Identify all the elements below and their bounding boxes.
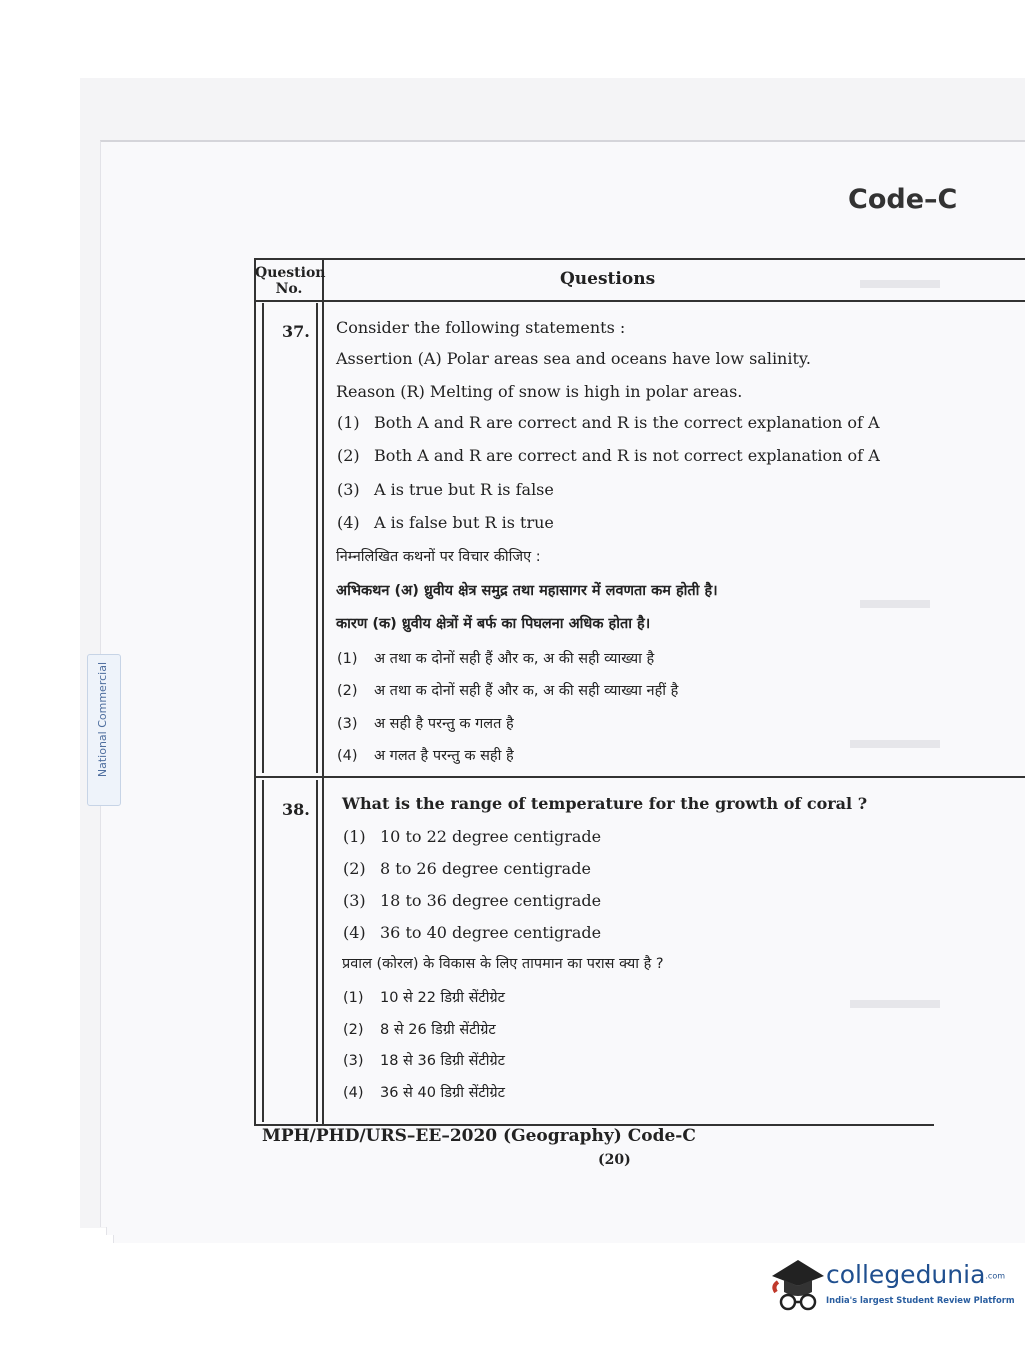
q38-option-hi-1 (343, 987, 505, 1007)
question-number-header (255, 265, 326, 297)
option-number: (1) (337, 413, 360, 432)
q37-option-en-4 (337, 513, 554, 532)
inner-border (316, 303, 318, 773)
option-number: (3) (337, 480, 360, 499)
question-number-header-line1: Question (255, 265, 326, 281)
option-number: (1) (343, 990, 364, 1006)
q37-option-hi-4 (337, 745, 514, 765)
question-number-38: 38. (282, 800, 310, 819)
table-top-border (254, 258, 1025, 260)
q37-option-hi-3 (337, 713, 514, 733)
option-text: 8 से 26 डिग्री सेंटीग्रेट (380, 1022, 496, 1038)
option-text: अ गलत है परन्तु क सही है (374, 748, 514, 764)
option-number: (4) (337, 513, 360, 532)
option-number: (2) (343, 1022, 364, 1038)
watermark-brand (826, 1260, 1005, 1289)
q37-option-hi-2 (337, 680, 678, 700)
q38-option-en-4 (343, 923, 601, 942)
option-text: 36 to 40 degree centigrade (380, 923, 602, 942)
inner-border (262, 303, 264, 773)
option-number: (2) (337, 446, 360, 465)
option-text: 18 से 36 डिग्री सेंटीग्रेट (380, 1053, 505, 1069)
brand-suffix: .com (985, 1271, 1006, 1281)
option-number: (3) (343, 1053, 364, 1069)
q37-option-en-1 (337, 413, 880, 432)
option-text: A is false but R is true (374, 513, 554, 532)
option-number: (4) (337, 748, 358, 764)
question-number-header-line2: No. (275, 281, 303, 297)
option-number: (2) (337, 683, 358, 699)
q37-hindi-assertion: अभिकथन (अ) ध्रुवीय क्षेत्र समुद्र तथा महासागर में लवणता कम होती है। (336, 583, 718, 599)
option-text: 8 to 26 degree centigrade (380, 859, 591, 878)
table-left-border (254, 258, 256, 1126)
q37-intro: Consider the following statements : (336, 318, 626, 337)
option-text: 36 से 40 डिग्री सेंटीग्रेट (380, 1085, 505, 1101)
option-text: A is true but R is false (374, 480, 554, 499)
option-text: Both A and R are correct and R is not correct explanation of A (374, 446, 880, 465)
q38-option-en-1 (343, 827, 601, 846)
option-number: (3) (337, 716, 358, 732)
row-divider (254, 776, 1025, 778)
q37-assertion: Assertion (A) Polar areas sea and oceans have low salinity. (336, 349, 811, 368)
table-header-border (254, 300, 1025, 302)
q38-option-hi-4 (343, 1082, 505, 1102)
option-text: अ सही है परन्तु क गलत है (374, 716, 514, 732)
q37-option-en-3 (337, 480, 554, 499)
option-number: (4) (343, 1085, 364, 1101)
question-number-37: 37. (282, 322, 310, 341)
option-number: (2) (343, 859, 366, 878)
option-text: अ तथा क दोनों सही हैं और क, अ की सही व्याख्या है (374, 651, 655, 667)
column-divider (322, 258, 324, 1126)
option-text: 18 to 36 degree centigrade (380, 891, 602, 910)
watermark-tagline: India's largest Student Review Platform (826, 1295, 1015, 1305)
option-number: (3) (343, 891, 366, 910)
q38-question: What is the range of temperature for the growth of coral ? (342, 794, 868, 813)
q37-option-hi-1 (337, 648, 654, 668)
option-text: 10 to 22 degree centigrade (380, 827, 602, 846)
q38-option-en-2 (343, 859, 591, 878)
option-text: Both A and R are correct and R is the correct explanation of A (374, 413, 880, 432)
binder-tab-text: National Commercial (96, 662, 109, 778)
brand-name: collegedunia (826, 1260, 986, 1289)
option-text: 10 से 22 डिग्री सेंटीग्रेट (380, 990, 505, 1006)
q38-option-hi-2 (343, 1019, 496, 1039)
page-code: Code–C (848, 184, 958, 215)
q37-hindi-reason: कारण (क) ध्रुवीय क्षेत्रों में बर्फ का पिघलना अधिक होता है। (336, 616, 651, 632)
page-number: (20) (598, 1152, 631, 1168)
option-number: (1) (343, 827, 366, 846)
inner-border (262, 780, 264, 1122)
q38-option-en-3 (343, 891, 601, 910)
q37-hindi-intro: निम्नलिखित कथनों पर विचार कीजिए : (336, 549, 541, 565)
option-text: अ तथा क दोनों सही हैं और क, अ की सही व्याख्या नहीं है (374, 683, 679, 699)
q38-hindi-question: प्रवाल (कोरल) के विकास के लिए तापमान का परास क्या है ? (342, 956, 664, 972)
option-number: (1) (337, 651, 358, 667)
q38-option-hi-3 (343, 1050, 505, 1070)
q37-option-en-2 (337, 446, 880, 465)
option-number: (4) (343, 923, 366, 942)
exam-footer: MPH/PHD/URS–EE–2020 (Geography) Code-C (262, 1126, 696, 1146)
q37-reason: Reason (R) Melting of snow is high in polar areas. (336, 382, 743, 401)
questions-header: Questions (560, 269, 656, 289)
inner-border (316, 780, 318, 1122)
